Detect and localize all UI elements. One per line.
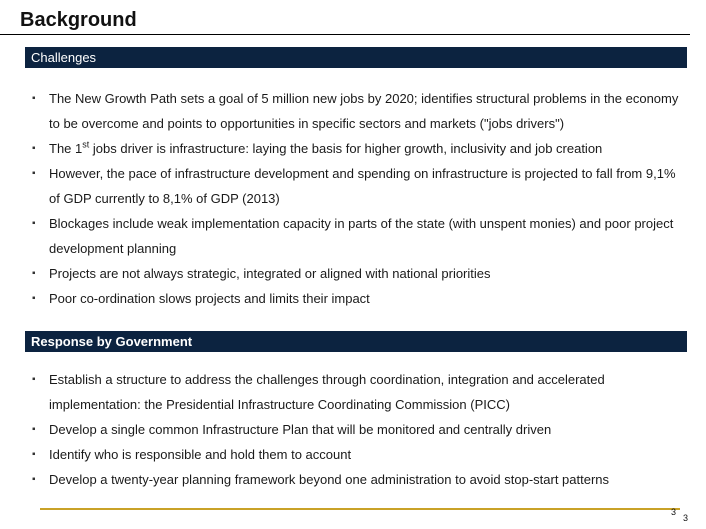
- page-number-repeat: 3: [683, 513, 689, 523]
- list-item: [32, 136, 682, 161]
- page-number: 3: [671, 507, 677, 517]
- bullet-text-superscript: The 1st jobs driver is infrastructure: laying the basis for higher growth, inclusivity and job creation: [49, 139, 603, 156]
- list-item: ▪ Projects are not always strategic, integrated or aligned with national priorities: [32, 261, 682, 286]
- section-header-response: Response by Government: [25, 331, 687, 352]
- list-item: ▪ The New Growth Path sets a goal of 5 million new jobs by 2020; identifies structural problems in the economy to be overcome and points to opportunities in specific sectors and markets ("jobs drivers"): [32, 86, 682, 136]
- bullet-icon: ▪: [32, 293, 36, 304]
- bullet-icon: ▪: [32, 93, 36, 104]
- bullet-icon: ▪: [32, 474, 36, 485]
- list-item: ▪ Develop a single common Infrastructure Plan that will be monitored and centrally driven: [32, 417, 682, 442]
- bullet-icon: ▪: [32, 374, 36, 385]
- bullet-icon: ▪: [32, 268, 36, 279]
- footer-divider: [40, 508, 680, 510]
- list-item: ▪ Blockages include weak implementation capacity in parts of the state (with unspent monies) and poor project development planning: [32, 211, 682, 261]
- response-list: [32, 367, 682, 492]
- list-item: ▪ However, the pace of infrastructure development and spending on infrastructure is projected to fall from 9,1% of GDP currently to 8,1% of GDP (2013): [32, 161, 682, 211]
- bullet-icon: ▪: [32, 143, 36, 154]
- section-header-challenges: Challenges: [25, 47, 687, 68]
- title-divider: [0, 34, 690, 35]
- bullet-icon: ▪: [32, 449, 36, 460]
- list-item: ▪ Establish a structure to address the challenges through coordination, integration and accelerated implementation: the Presidential Infrastructure Coordinating Commission (PICC): [32, 367, 682, 417]
- page-title: Background: [20, 9, 137, 31]
- bullet-icon: ▪: [32, 168, 36, 179]
- challenges-list: [32, 86, 682, 311]
- list-item: ▪ Identify who is responsible and hold them to account: [32, 442, 682, 467]
- bullet-icon: ▪: [32, 424, 36, 435]
- list-item: ▪ Poor co-ordination slows projects and limits their impact: [32, 286, 682, 311]
- list-item: ▪ Develop a twenty-year planning framework beyond one administration to avoid stop-start patterns: [32, 467, 682, 492]
- bullet-icon: ▪: [32, 218, 36, 229]
